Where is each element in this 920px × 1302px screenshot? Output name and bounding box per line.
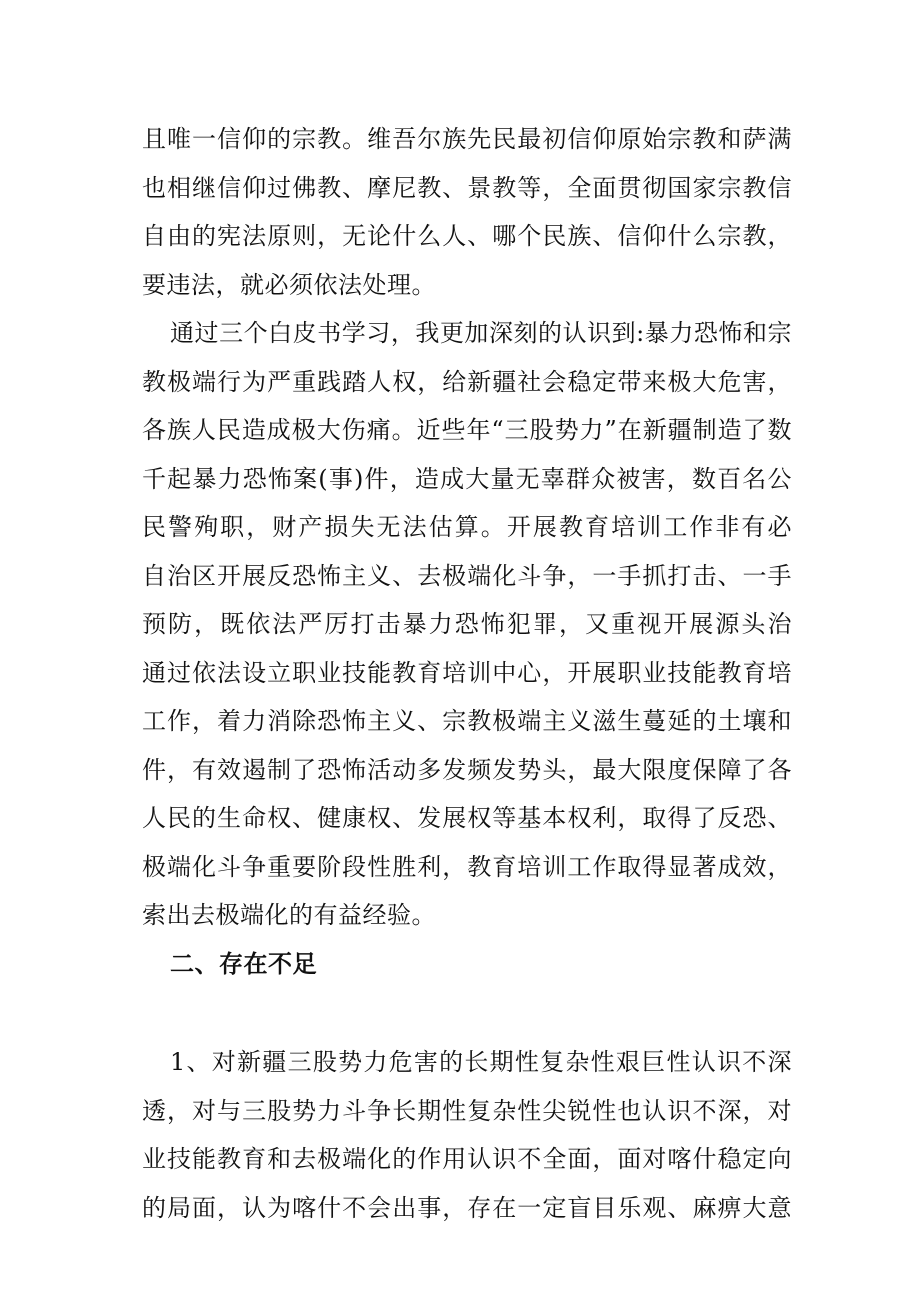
text-line: 要违法，就必须依法处理。 xyxy=(142,270,436,299)
text-line: 自治区开展反恐怖主义、去极端化斗争，一手抓打击、一手 xyxy=(142,561,792,590)
text-line: 通过依法设立职业技能教育培训中心，开展职业技能教育培 xyxy=(142,658,792,687)
text-line: 1、对新疆三股势力危害的长期性复杂性艰巨性认识不深 xyxy=(170,1048,792,1076)
text-line: 的局面，认为喀什不会出事，存在一定盲目乐观、麻痹大意 xyxy=(142,1193,792,1222)
section-heading-block xyxy=(142,940,792,989)
text-line: 各族人民造成极大伤痛。近些年“三股势力”在新疆制造了数 xyxy=(142,416,792,444)
text-line: 自由的宪法原则，无论什么人、哪个民族、信仰什么宗教， xyxy=(142,222,792,250)
text-line: 件，有效遏制了恐怖活动多发频发势头，最大限度保障了各 xyxy=(142,755,792,784)
text-line: 通过三个白皮书学习，我更加深刻的认识到:暴力恐怖和宗 xyxy=(170,319,792,347)
text-line: 工作，着力消除恐怖主义、宗教极端主义滋生蔓延的土壤和 xyxy=(142,707,792,735)
text-line: 索出去极端化的有益经验。 xyxy=(142,901,436,929)
text-line: 且唯一信仰的宗教。维吾尔族先民最初信仰原始宗教和萨满 xyxy=(142,125,792,153)
paragraph-2 xyxy=(142,309,792,940)
text-line: 民警殉职，财产损失无法估算。开展教育培训工作非有必 xyxy=(142,513,792,541)
text-line: 预防，既依法严厉打击暴力恐怖犯罪，又重视开展源头治 xyxy=(142,610,792,638)
text-line: 极端化斗争重要阶段性胜利，教育培训工作取得显著成效， xyxy=(142,852,792,881)
text-line: 也相继信仰过佛教、摩尼教、景教等，全面贯彻国家宗教信 xyxy=(142,173,792,202)
paragraph-3 xyxy=(142,1038,792,1232)
text-line: 人民的生命权、健康权、发展权等基本权利，取得了反恐、 xyxy=(142,804,792,832)
section-heading: 二、存在不足 xyxy=(170,950,317,978)
text-line: 教极端行为严重践踏人权，给新疆社会稳定带来极大危害， xyxy=(142,367,792,396)
text-line: 透，对与三股势力斗争长期性复杂性尖锐性也认识不深，对 xyxy=(142,1096,792,1125)
paragraph-1 xyxy=(142,115,792,309)
text-line: 业技能教育和去极端化的作用认识不全面，面对喀什稳定向 xyxy=(142,1145,792,1173)
text-line: 千起暴力恐怖案(事)件，造成大量无辜群众被害，数百名公 xyxy=(142,464,792,493)
